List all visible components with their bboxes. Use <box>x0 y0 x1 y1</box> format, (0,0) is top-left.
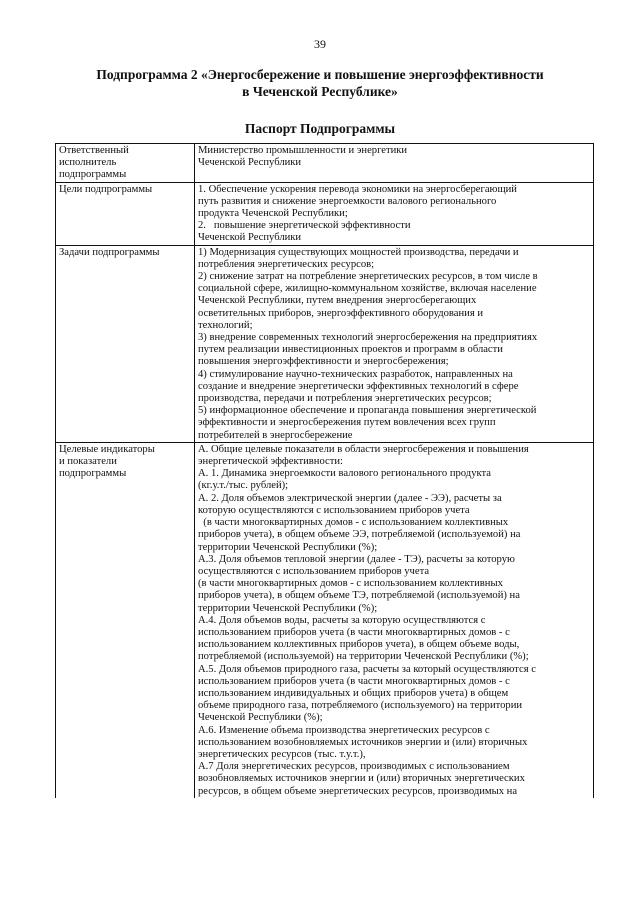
row-content-line: 2) снижение затрат на потребление энергетических ресурсов, в том числе в <box>198 271 538 283</box>
row-content-line: А. Общие целевые показатели в области энергосбережения и повышения <box>198 443 529 455</box>
row-content-line: ресурсов, в общем объеме энергетических ресурсов, производимых на <box>198 785 518 797</box>
row-content-line: 1) Модернизация существующих мощностей производства, передачи и <box>198 246 519 258</box>
row-content-cell <box>195 442 594 797</box>
row-content-line: 1. Обеспечение ускорения перевода экономики на энергосберегающий <box>198 183 517 195</box>
row-content-line: Чеченской Республики <box>198 157 302 169</box>
row-content-line: Чеченской Республики, путем внедрения энергосберегающих <box>198 295 477 307</box>
page-title <box>60 66 580 100</box>
row-content-line: 3) внедрение современных технологий энергосбережения на предприятиях <box>198 332 538 344</box>
row-content-line: территории Чеченской Республики (%); <box>198 541 378 553</box>
passport-row <box>56 245 594 442</box>
row-label-cell <box>56 182 195 245</box>
section-subtitle: Паспорт Подпрограммы <box>244 121 396 136</box>
passport-row <box>56 442 594 797</box>
row-content-line: возобновляемых источников энергии и (или) вторичных энергетических <box>198 773 525 785</box>
row-content-line: А.7 Доля энергетических ресурсов, производимых с использованием <box>198 761 510 773</box>
row-content-line: объеме природного газа, потребляемого (используемого) на территории <box>198 700 523 712</box>
row-label-line: и показатели <box>59 456 117 468</box>
row-content-cell <box>195 144 594 183</box>
row-content-line: производства, передачи и потребления энергетических ресурсов; <box>198 393 492 405</box>
passport-table-body <box>56 144 594 798</box>
title-line: в Чеченской Республике» <box>242 84 398 99</box>
row-content-line: использованием индивидуальных и общих приборов учета) в общем <box>198 687 509 699</box>
row-content-line: Чеченской Республики (%); <box>198 712 323 724</box>
row-content-line: путь развития и снижение энергоемкости валового регионального <box>198 195 497 207</box>
row-label-line: Ответственный <box>59 145 129 156</box>
row-content-line: (в части многоквартирных домов - с использованием коллективных <box>198 517 509 529</box>
row-content-line: продукта Чеченской Республики; <box>198 208 348 220</box>
row-content-line: эффективности и энергосбережения путем вовлечения всех групп <box>198 417 496 429</box>
row-content-line: А.3. Доля объемов тепловой энергии (далее - ТЭ), расчеты за которую <box>198 553 515 565</box>
row-content-line: А.4. Доля объемов воды, расчеты за которую осуществляются с <box>198 614 486 626</box>
title-line: Подпрограмма 2 «Энергосбережение и повышение энергоэффективности <box>96 67 544 82</box>
row-content-line: (в части многоквартирных домов - с использованием коллективных <box>198 578 503 590</box>
row-content-line: энергетической эффективности: <box>198 456 343 468</box>
row-label-cell <box>56 144 195 183</box>
row-content-line: технологий; <box>198 319 253 331</box>
row-content-line: путем реализации инвестиционных проектов и программ в области <box>198 344 503 356</box>
row-content-line: А. 1. Динамика энергоемкости валового регионального продукта <box>198 468 491 480</box>
row-content-line: потребления энергетических ресурсов; <box>198 258 375 270</box>
row-content-line: социальной сфере, жилищно-коммунальном хозяйстве, включая население <box>198 283 537 295</box>
row-content-line: Чеченской Республики <box>198 232 302 244</box>
row-content-line: повышения энергоэффективности и энергосбережения; <box>198 356 449 368</box>
row-label-line: подпрограммы <box>59 169 127 181</box>
row-content-line: которую осуществляются с использованием приборов учета <box>198 504 470 516</box>
row-label-cell <box>56 442 195 797</box>
row-content-line: потребителей в энергосбережение <box>198 429 353 441</box>
row-content-line: энергетических ресурсов (тыс. т.у.т.), <box>198 748 366 760</box>
row-label-cell <box>56 245 195 442</box>
row-content-cell <box>195 182 594 245</box>
row-label-line: Целевые индикаторы <box>59 443 155 455</box>
row-content-line: потребляемой (используемой) на территории Чеченской Республики (%); <box>198 651 529 663</box>
row-content-cell <box>195 245 594 442</box>
row-label-line: подпрограммы <box>59 468 127 480</box>
row-content-line: осуществляются с использованием приборов учета <box>198 565 430 577</box>
row-content-line: А.5. Доля объемов природного газа, расчеты за который осуществляются с <box>198 663 536 675</box>
row-content-line: приборов учета), в общем объеме ЭЭ, потребляемой (используемой) на <box>198 529 521 541</box>
row-content-line: 2. повышение энергетической эффективности <box>198 220 411 232</box>
page-number: 39 <box>314 37 326 51</box>
row-content-line: 5) информационное обеспечение и пропаганда повышения энергетической <box>198 405 537 417</box>
row-content-line: создание и внедрение энергетически эффективных технологий в сфере <box>198 380 519 392</box>
row-content-line: (кг.у.т./тыс. рублей); <box>198 480 289 492</box>
row-content-line: А. 2. Доля объемов электрической энергии (далее - ЭЭ), расчеты за <box>198 492 502 504</box>
row-content-line: использованием коллективных приборов учета), в общем объеме воды, <box>198 639 520 651</box>
row-content-line: осветительных приборов, энергоэффективного оборудования и <box>198 307 484 319</box>
row-label-line: Цели подпрограммы <box>59 183 153 195</box>
row-content-line: приборов учета), в общем объеме ТЭ, потребляемой (используемой) на <box>198 590 520 602</box>
row-label-line: Задачи подпрограммы <box>59 246 160 258</box>
row-content-line: использованием возобновляемых источников энергии и (или) вторичных <box>198 736 528 748</box>
passport-row <box>56 144 594 183</box>
row-content-line: Министерство промышленности и энергетики <box>198 145 408 156</box>
row-content-line: 4) стимулирование научно-технических разработок, направленных на <box>198 368 513 380</box>
row-content-line: А.6. Изменение объема производства энергетических ресурсов с <box>198 724 490 736</box>
row-label-line: исполнитель <box>59 157 117 169</box>
passport-row <box>56 182 594 245</box>
passport-table <box>55 143 594 798</box>
row-content-line: территории Чеченской Республики (%); <box>198 602 378 614</box>
row-content-line: использованием приборов учета (в части многоквартирных домов - с <box>198 675 510 687</box>
row-content-line: использованием приборов учета (в части многоквартирных домов - с <box>198 626 510 638</box>
